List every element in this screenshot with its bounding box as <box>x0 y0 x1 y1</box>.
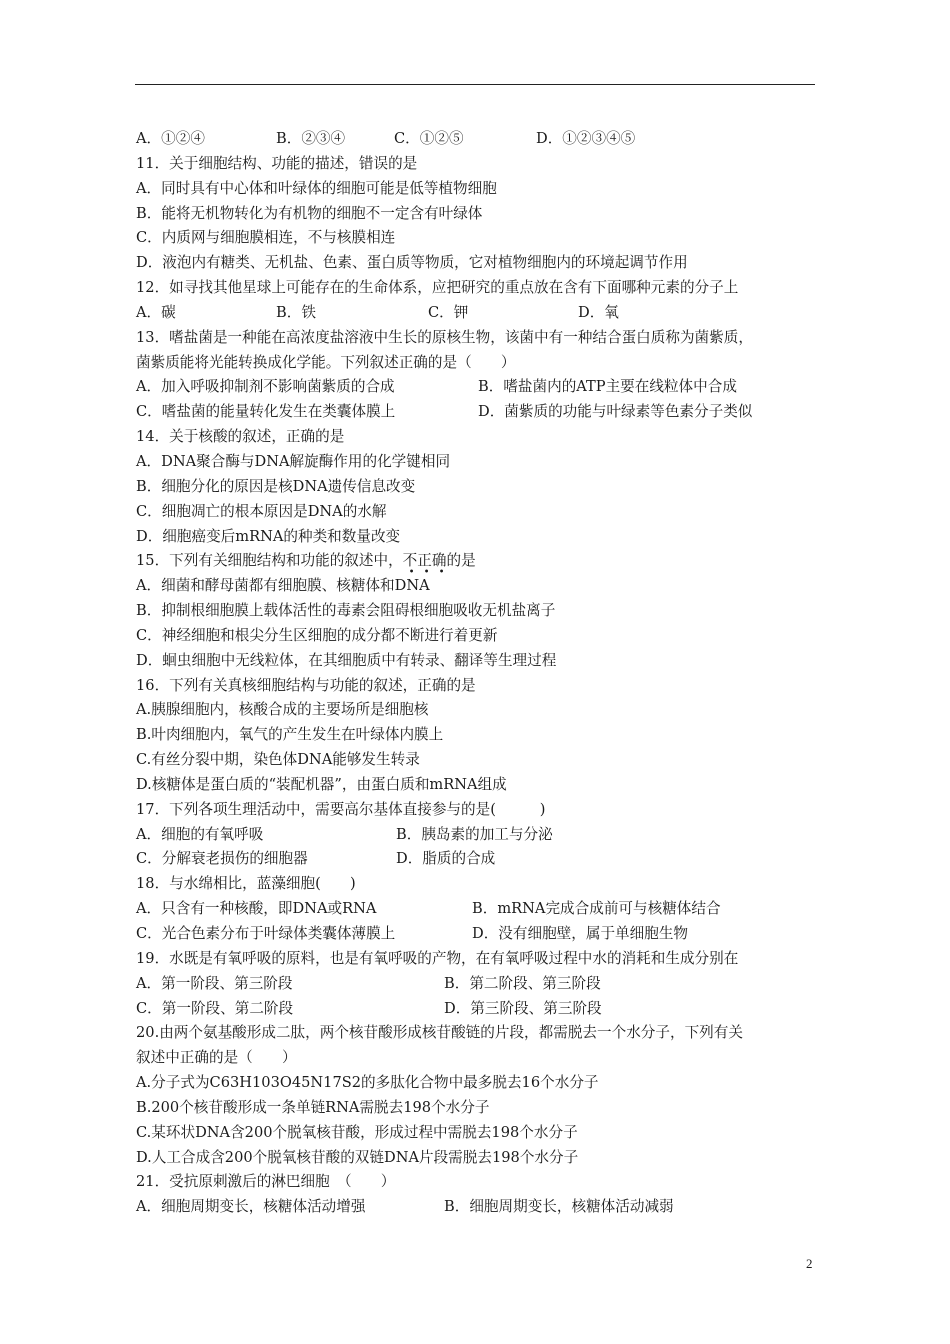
q12-option-b: B．铁 <box>276 303 316 321</box>
q17-stem: 17．下列各项生理活动中，需要高尔基体直接参与的是( ) <box>136 800 546 818</box>
page-number: 2 <box>806 1256 813 1271</box>
q13-options-row1 <box>136 375 826 400</box>
q15-option-b: B．抑制根细胞膜上载体活性的毒素会阻碍根细胞吸收无机盐离子 <box>136 602 556 620</box>
q15-option-c: C．神经细胞和根尖分生区细胞的成分都不断进行着更新 <box>136 626 498 644</box>
q14-option-d: D．细胞癌变后mRNA的种类和数量改变 <box>136 527 401 545</box>
q21-option-a: A．细胞周期变长，核糖体活动增强 <box>136 1198 366 1216</box>
q20-option-d: D.人工合成含200个脱氧核苷酸的双链DNA片段需脱去198个水分子 <box>136 1148 579 1166</box>
q19-stem: 19．水既是有氧呼吸的原料，也是有氧呼吸的产物，在有氧呼吸过程中水的消耗和生成分别在 <box>136 949 739 967</box>
q17-option-d: D．脂质的合成 <box>396 850 496 868</box>
q11-stem: 11．关于细胞结构、功能的描述，错误的是 <box>136 154 418 172</box>
q13-option-d: D．菌紫质的功能与叶绿素等色素分子类似 <box>478 403 753 421</box>
q18-option-c: C．光合色素分布于叶绿体类囊体薄膜上 <box>136 925 396 942</box>
q12-option-d: D．氧 <box>578 303 619 321</box>
q14-option-a: A．DNA聚合酶与DNA解旋酶作用的化学键相同 <box>136 452 451 470</box>
question-list <box>136 127 826 1220</box>
emphasis-dot-icon: • <box>438 567 445 579</box>
q18-option-b: B．mRNA完成合成前可与核糖体结合 <box>472 900 721 918</box>
q15-stem-after: 的是 <box>446 552 476 570</box>
q13-options-row2 <box>136 400 826 425</box>
q14-option-b: B．细胞分化的原因是核DNA遗传信息改变 <box>136 477 416 495</box>
q15-option-a: A．细菌和酵母菌都有细胞膜、核糖体和DNA <box>136 577 430 595</box>
q19-options-row1 <box>136 972 826 997</box>
q20-option-b: B.200个核苷酸形成一条单链RNA需脱去198个水分子 <box>136 1098 490 1116</box>
q15-stem <box>136 549 826 579</box>
q20-stem-line1: 20.由两个氨基酸形成二肽，两个核苷酸形成核苷酸链的片段，都需脱去一个水分子，下列有关 <box>136 1024 743 1042</box>
q13-option-a: A．加入呼吸抑制剂不影响菌紫质的合成 <box>136 378 395 396</box>
q13-option-c: C．嗜盐菌的能量转化发生在类囊体膜上 <box>136 403 396 421</box>
q15-stem-emphasis <box>402 552 447 579</box>
q18-stem: 18．与水绵相比，蓝藻细胞( ) <box>136 875 356 893</box>
q12-stem: 12．如寻找其他星球上可能存在的生命体系，应把研究的重点放在含有下面哪种元素的分子上 <box>136 279 739 297</box>
q11-option-a: A．同时具有中心体和叶绿体的细胞可能是低等植物细胞 <box>136 179 497 197</box>
q13-stem-line2: 菌紫质能将光能转换成化学能。下列叙述正确的是（ ） <box>136 353 516 371</box>
q14-stem: 14．关于核酸的叙述，正确的是 <box>136 428 345 446</box>
q14-option-c: C．细胞凋亡的根本原因是DNA的水解 <box>136 502 387 520</box>
q18-option-a: A．只含有一种核酸，即DNA或RNA <box>136 900 377 918</box>
q19-option-d: D．第三阶段、第三阶段 <box>444 999 602 1017</box>
q11-option-d: D．液泡内有糖类、无机盐、色素、蛋白质等物质，它对植物细胞内的环境起调节作用 <box>136 254 688 272</box>
q17-option-b: B．胰岛素的加工与分泌 <box>396 825 553 843</box>
q20-option-a: A.分子式为C63H103O45N17S2的多肽化合物中最多脱去16个水分子 <box>136 1074 599 1092</box>
q10-option-a: A．①②④ <box>136 130 205 147</box>
header-rule <box>135 84 815 85</box>
emphasis-dot-icon: • <box>408 567 415 579</box>
q12-option-a: A．碳 <box>136 303 176 321</box>
q17-options-row2 <box>136 847 826 872</box>
q10-option-c: C．①②⑤ <box>394 130 464 147</box>
q15-stem-before: 15．下列有关细胞结构和功能的叙述中， <box>136 552 403 570</box>
q11-option-c: C．内质网与细胞膜相连，不与核膜相连 <box>136 229 396 247</box>
q12-option-c: C．钾 <box>428 303 469 321</box>
q19-options-row2 <box>136 997 826 1022</box>
q16-option-d: D.核糖体是蛋白质的“装配机器”，由蛋白质和mRNA组成 <box>136 775 507 793</box>
q17-option-c: C．分解衰老损伤的细胞器 <box>136 850 308 868</box>
emphasis-dot-icon: • <box>423 567 430 579</box>
q13-option-b: B．嗜盐菌内的ATP主要在线粒体中合成 <box>478 378 737 396</box>
q12-options <box>136 301 826 326</box>
q17-option-a: A．细胞的有氧呼吸 <box>136 825 264 843</box>
q16-stem: 16．下列有关真核细胞结构与功能的叙述，正确的是 <box>136 676 476 694</box>
q15-option-d: D．蛔虫细胞中无线粒体，在其细胞质中有转录、翻译等生理过程 <box>136 651 557 669</box>
q18-options-row1 <box>136 897 826 922</box>
q16-option-c: C.有丝分裂中期，染色体DNA能够发生转录 <box>136 751 420 769</box>
q18-option-d: D．没有细胞壁，属于单细胞生物 <box>472 925 689 942</box>
q21-options-row1 <box>136 1195 826 1220</box>
q15-emphasis-text: 不正确 <box>402 552 447 570</box>
q21-stem: 21．受抗原刺激后的淋巴细胞 （ ） <box>136 1173 396 1191</box>
q11-option-b: B．能将无机物转化为有机物的细胞不一定含有叶绿体 <box>136 204 483 222</box>
q13-stem-line1: 13．嗜盐菌是一种能在高浓度盐溶液中生长的原核生物，该菌中有一种结合蛋白质称为菌紫质， <box>136 328 753 346</box>
q18-options-row2 <box>136 922 826 947</box>
q19-option-a: A．第一阶段、第三阶段 <box>136 974 293 992</box>
q10-options <box>136 127 826 152</box>
q16-option-a: A.胰腺细胞内，核酸合成的主要场所是细胞核 <box>136 701 429 719</box>
q20-stem-line2: 叙述中正确的是（ ） <box>136 1049 297 1067</box>
q17-options-row1 <box>136 823 826 848</box>
q10-option-b: B．②③④ <box>276 130 346 147</box>
q19-option-c: C．第一阶段、第二阶段 <box>136 999 294 1017</box>
q16-option-b: B.叶肉细胞内，氧气的产生发生在叶绿体内膜上 <box>136 726 444 744</box>
q10-option-d: D．①②③④⑤ <box>536 130 636 147</box>
q19-option-b: B．第二阶段、第三阶段 <box>444 974 601 992</box>
q21-option-b: B．细胞周期变长，核糖体活动减弱 <box>444 1198 674 1216</box>
q20-option-c: C.某环状DNA含200个脱氧核苷酸，形成过程中需脱去198个水分子 <box>136 1123 578 1141</box>
